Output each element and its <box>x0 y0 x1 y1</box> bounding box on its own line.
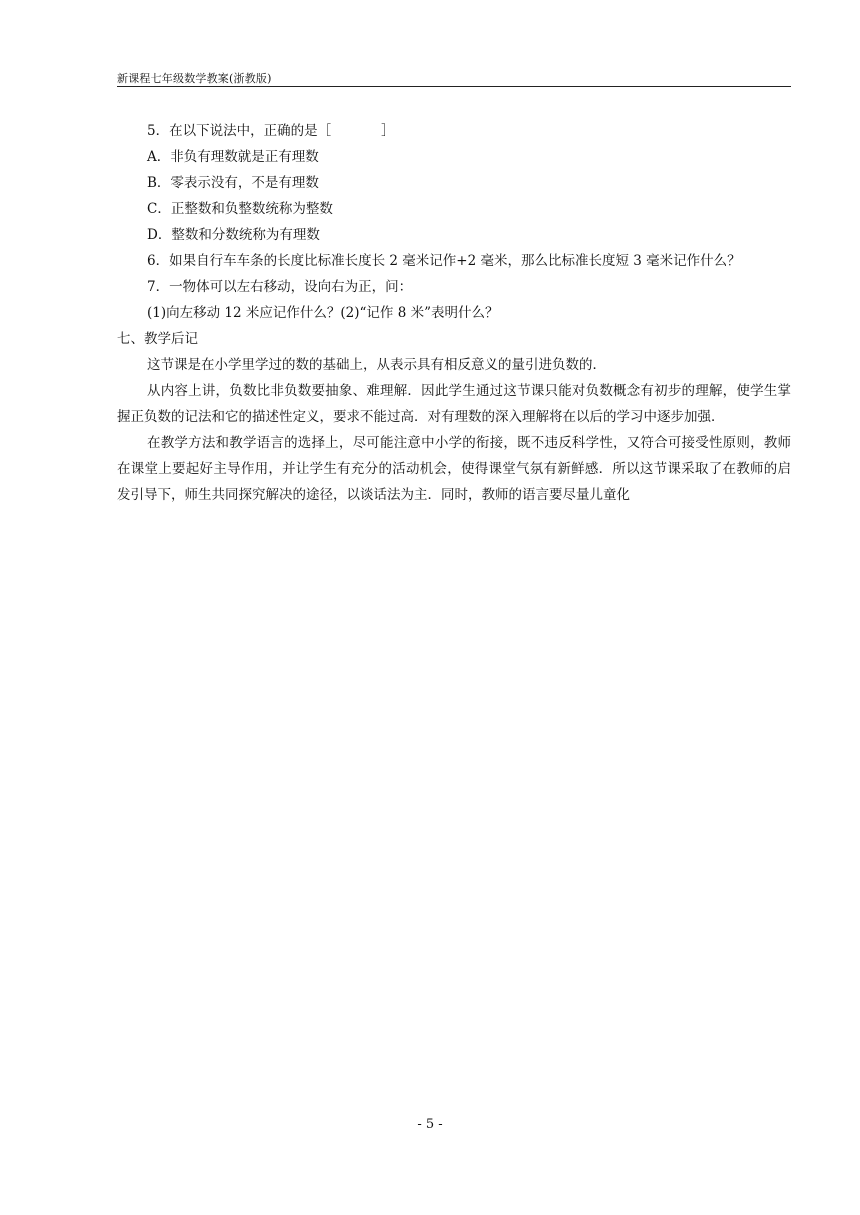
option-b: B．零表示没有，不是有理数 <box>147 175 319 191</box>
reflection-paragraph-3: 在教学方法和教学语言的选择上，尽可能注意中小学的衔接，既不违反科学性，又符合可接受性原则，教师在课堂上要起好主导作用，并让学生有充分的活动机会，使得课堂气氛有新鲜感．所以这节课采取了在教师的启发引导下，师生共同探究解决的途径，以谈话法为主．同时，教师的语言要尽量儿童化 <box>117 435 791 503</box>
page-number: - 5 - <box>417 1117 443 1132</box>
document-body <box>117 118 791 508</box>
option-d: D．整数和分数统称为有理数 <box>147 227 320 243</box>
question-5 <box>117 118 791 144</box>
question-6: 6．如果自行车车条的长度比标准长度长 2 毫米记作+2 毫米，那么比标准长度短 3 毫米记作什么？ <box>147 253 741 269</box>
reflection-paragraph-1: 这节课是在小学里学过的数的基础上，从表示具有相反意义的量引进负数的． <box>147 357 606 373</box>
question-5-close-bracket: ］ <box>381 123 395 139</box>
question-7-subparts: (1)向左移动 12 米应记作什么？(2)“记作 8 米”表明什么？ <box>147 305 499 321</box>
page-header-title: 新课程七年级数学教案(浙教版) <box>117 72 272 85</box>
header-divider <box>117 86 791 87</box>
option-c: C．正整数和负整数统称为整数 <box>147 201 333 217</box>
reflection-paragraph-2: 从内容上讲，负数比非负数要抽象、难理解．因此学生通过这节课只能对负数概念有初步的理解，使学生掌握正负数的记法和它的描述性定义，要求不能过高．对有理数的深入理解将在以后的学习中逐步加强． <box>117 383 791 425</box>
option-a: A．非负有理数就是正有理数 <box>147 149 319 165</box>
section-heading: 七、教学后记 <box>117 331 198 347</box>
question-7: 7．一物体可以左右移动，设向右为正，问： <box>147 279 413 295</box>
question-5-text: 5．在以下说法中，正确的是［ <box>147 123 332 139</box>
